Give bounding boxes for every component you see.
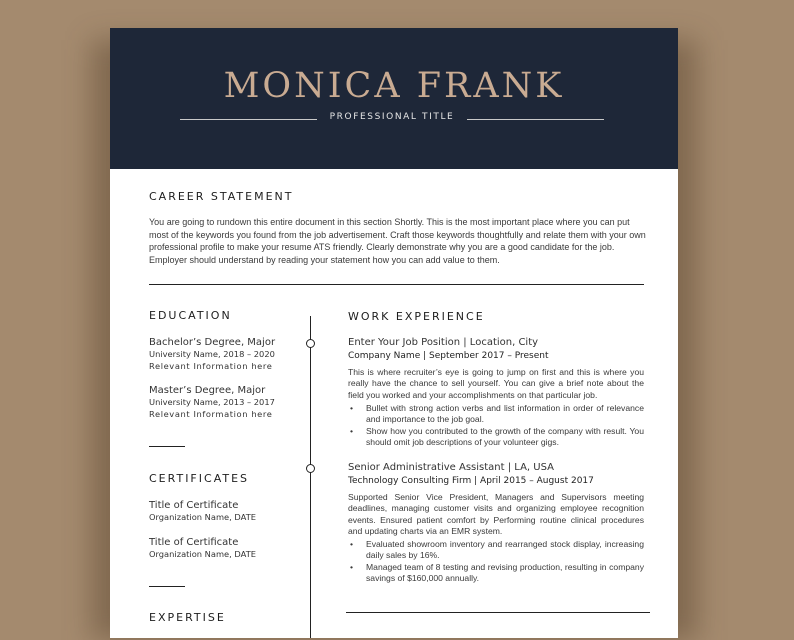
education-item [149, 336, 299, 372]
bullet-icon: • [350, 403, 354, 413]
education-item [149, 384, 299, 420]
job-title: Enter Your Job Position | Location, City [348, 337, 539, 348]
certificate-org: Organization Name, DATE [149, 512, 257, 522]
timeline-line [310, 316, 311, 638]
resume-header [110, 28, 678, 169]
list-item [348, 426, 644, 449]
job-company: Company Name | September 2017 – Present [348, 351, 549, 361]
job-bullets [348, 403, 644, 448]
bullet-text: Show how you contributed to the growth of the company with result. You should omit job descriptions of your volunteer gigs. [366, 425, 644, 447]
career-divider [149, 284, 644, 285]
job-company: Technology Consulting Firm | April 2015 – August 2017 [348, 476, 594, 486]
university-info: University Name, 2018 – 2020 [149, 349, 275, 359]
candidate-name: MONICA FRANK [223, 66, 565, 106]
timeline-dot [306, 339, 315, 348]
work-experience-heading: WORK EXPERIENCE [348, 310, 485, 323]
bullet-text: Evaluated showroom inventory and rearranged stock display, increasing daily sales by 16%. [366, 539, 644, 561]
certificates-heading: CERTIFICATES [149, 472, 250, 485]
timeline-dot [306, 464, 315, 473]
bullet-icon: • [350, 539, 354, 549]
title-divider-left [180, 119, 317, 120]
work-divider [346, 612, 650, 613]
job-bullets [348, 539, 644, 584]
expertise-heading: EXPERTISE [149, 611, 226, 624]
education-note: Relevant Information here [149, 360, 273, 371]
professional-title: PROFESSIONAL TITLE [329, 112, 455, 122]
title-row [180, 110, 604, 130]
job-description: This is where recruiter’s eye is going to jump on first and this is where you really have the chance to sell yourself. You can give a brief note about the field you worked and your accomplishments on that particular job. [348, 367, 644, 400]
career-statement-heading: CAREER STATEMENT [149, 190, 294, 203]
list-item [348, 403, 644, 426]
certificate-title: Title of Certificate [149, 500, 239, 511]
job-description: Supported Senior Vice President, Managers and Supervisors meeting deadlines, managing customer visits and organizing employee recognition events. Ensured patient comfort by Performing routine clinical procedures and updating charts via an EMR system. [348, 492, 644, 536]
resume-page [110, 28, 678, 638]
certificate-org: Organization Name, DATE [149, 549, 257, 559]
list-item [348, 562, 644, 585]
bullet-text: Bullet with strong action verbs and list information in order of relevance and importance to the job goal. [366, 403, 644, 425]
certificate-item [149, 499, 299, 524]
education-heading: EDUCATION [149, 309, 232, 322]
degree-title: Bachelor’s Degree, Major [149, 337, 276, 348]
bullet-icon: • [350, 561, 354, 572]
career-statement-text: You are going to rundown this entire document in this section Shortly. This is the most important place where you can put most of the keywords you found from the job advertisement. Craft those keywords thoughtfully and relate them with your own professional profile to make your resume ATS friendly. Clearly demonstrate why you are a good candidate for the job. Employer should understand by reading your statement how you can add value to them. [149, 217, 646, 266]
job-title: Senior Administrative Assistant | LA, USA [348, 462, 554, 473]
certificate-item [149, 536, 299, 561]
bullet-icon: • [350, 425, 354, 436]
degree-title: Master’s Degree, Major [149, 385, 266, 396]
bullet-text: Managed team of 8 testing and revising production, resulting in company savings of $160,000 annually. [366, 561, 644, 583]
list-item [348, 539, 644, 562]
certificate-title: Title of Certificate [149, 537, 239, 548]
education-divider [149, 446, 185, 447]
title-divider-right [467, 119, 604, 120]
education-note: Relevant Information here [149, 408, 273, 419]
certificates-divider [149, 586, 185, 587]
university-info: University Name, 2013 – 2017 [149, 397, 275, 407]
